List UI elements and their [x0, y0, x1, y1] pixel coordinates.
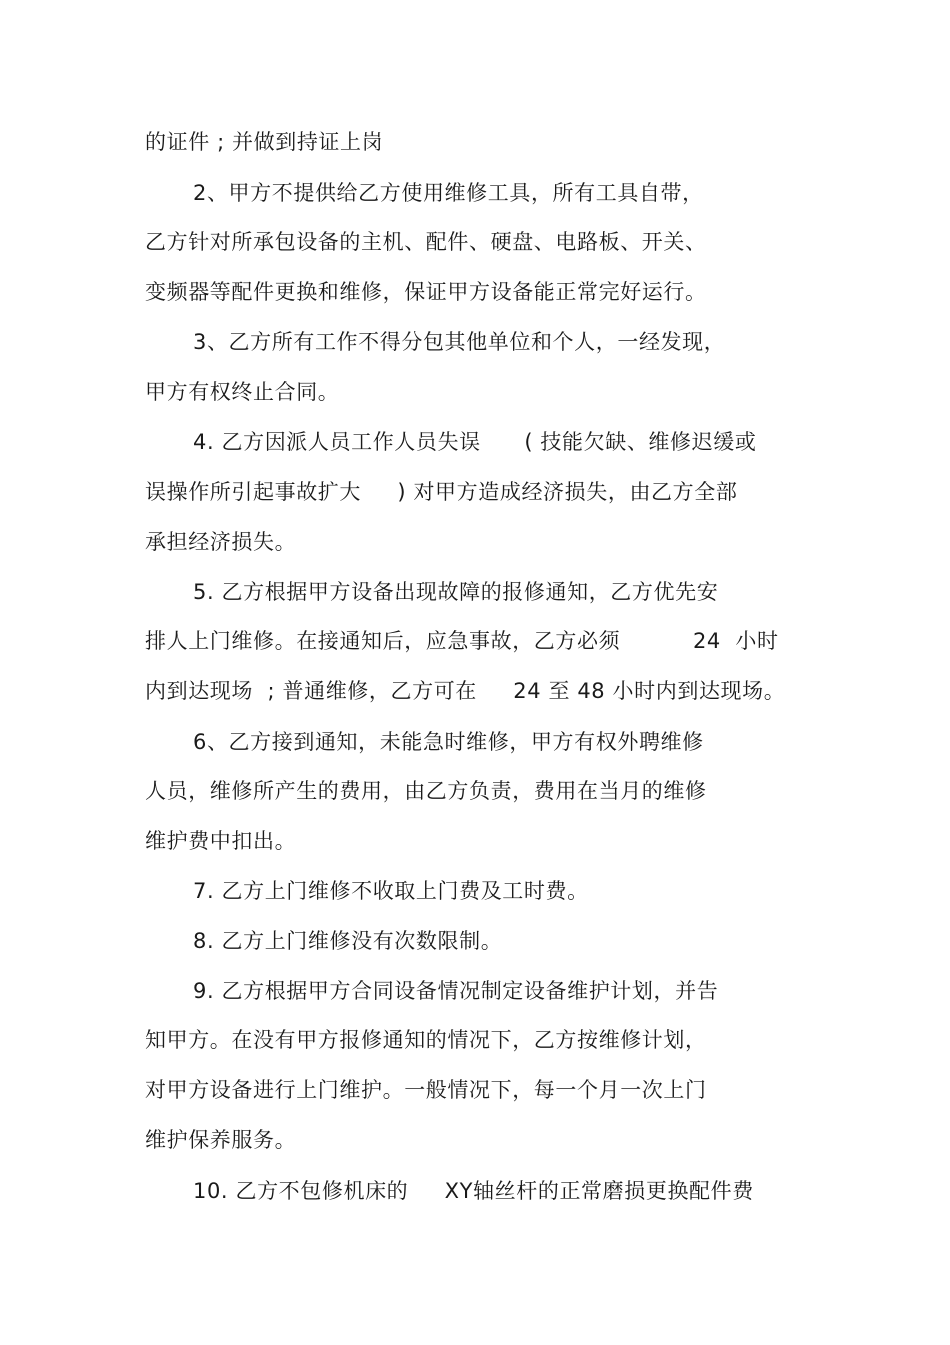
text-line: 乙方针对所承包设备的主机、配件、硬盘、电路板、开关、: [145, 230, 707, 254]
text-line: 承担经济损失。: [145, 530, 297, 554]
text-line: 内到达现场 ; 普通维修，乙方可在 24 至 48 小时内到达现场。: [145, 679, 786, 703]
text-line: 10. 乙方不包修机床的 XY轴丝杆的正常磨损更换配件费: [193, 1179, 754, 1203]
text-line: 9. 乙方根据甲方合同设备情况制定设备维护计划，并告: [193, 979, 719, 1003]
text-line: 知甲方。在没有甲方报修通知的情况下，乙方按维修计划，: [145, 1028, 707, 1052]
text-line: 5. 乙方根据甲方设备出现故障的报修通知，乙方优先安: [193, 580, 719, 604]
text-line: 变频器等配件更换和维修，保证甲方设备能正常完好运行。: [145, 280, 707, 304]
text-line: 误操作所引起事故扩大 ) 对甲方造成经济损失，由乙方全部: [145, 480, 738, 504]
text-line: 3、乙方所有工作不得分包其他单位和个人，一经发现，: [193, 330, 726, 354]
text-line: 维护保养服务。: [145, 1128, 297, 1152]
text-line: 6、乙方接到通知，未能急时维修，甲方有权外聘维修: [193, 730, 704, 754]
text-line: 人员，维修所产生的费用，由乙方负责，费用在当月的维修: [145, 779, 707, 803]
text-line: 4. 乙方因派人员工作人员失误 ( 技能欠缺、维修迟缓或: [193, 430, 757, 454]
text-line: 7. 乙方上门维修不收取上门费及工时费。: [193, 879, 589, 903]
text-line: 8. 乙方上门维修没有次数限制。: [193, 929, 503, 953]
text-line: 甲方有权终止合同。: [145, 380, 340, 404]
text-line: 对甲方设备进行上门维护。一般情况下，每一个月一次上门: [145, 1078, 707, 1102]
text-line: 维护费中扣出。: [145, 829, 297, 853]
text-line: 排人上门维修。在接通知后，应急事故，乙方必须 24 小时: [145, 629, 779, 653]
text-line: 2、甲方不提供给乙方使用维修工具，所有工具自带，: [193, 181, 704, 205]
text-line: 的证件 ; 并做到持证上岗: [145, 130, 384, 154]
